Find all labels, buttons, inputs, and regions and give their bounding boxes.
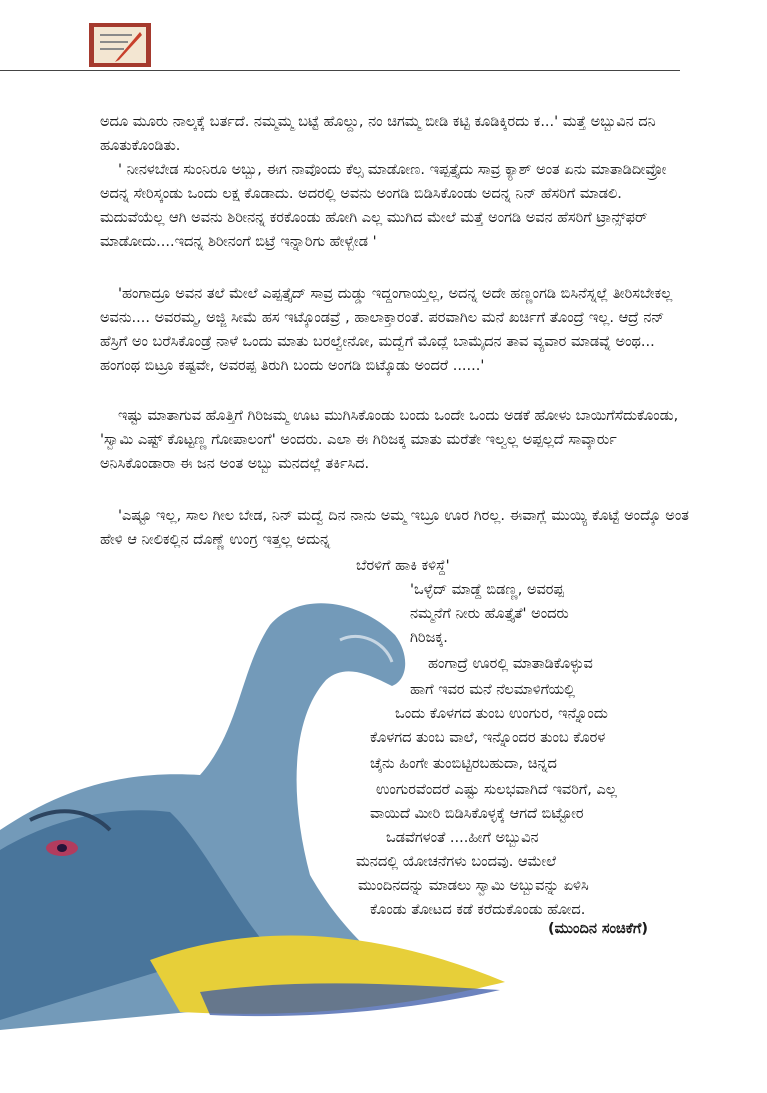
paragraph: ಅದೂ ಮೂರು ನಾಲ್ಕಕ್ಕೆ ಬರ್ತದೆ. ನಮ್ಮಮ್ಮ ಬಟ್ಟೆ ಹೊಲ್ದು, ನಂ ಚಿಗಮ್ಮ ಬೀಡಿ ಕಟ್ಟಿ ಕೂಡಿಕ್ಕಿರದು ಕ...' ಮತ್ತೆ ಅಬ್ಬುವಿನ ದನಿ ಹೂತುಕೊಂಡಿತು.	[100, 114, 656, 154]
paragraph: ' ನೀನಳಬೇಡ ಸುಂನಿರೂ ಅಬ್ಬು, ಈಗ ನಾವೊಂದು ಕೆಲ್ಸ ಮಾಡೋಣ. ಇಪ್ಪತ್ತೈದು ಸಾವ್ರ ಕ್ಯಾಶ್ ಅಂತ ಏನು ಮಾತಾಡಿದೀವ್ರೋ ಅದನ್ನ ಸೇರಿಸ್ಕಂಡು ಒಂದು ಲಕ್ಷ ಕೊಡಾದು. ಅದರಲ್ಲಿ ಅವನು ಅಂಗಡಿ ಬಿಡಿಸಿಕೊಂಡು ಅದನ್ನ ನಿನ್ ಹೆಸರಿಗೆ ಮಾಡಲಿ. ಮದುವೆಯೆಲ್ಲ ಆಗಿ ಅವನು ಶಿರೀನನ್ನ ಕರಕೊಂಡು ಹೋಗಿ ಎಲ್ಲ ಮುಗಿದ ಮೇಲೆ ಮತ್ತೆ ಅಂಗಡಿ ಅವನ ಹೆಸರಿಗೆ ಟ್ರಾನ್ಸ್‌ಫರ್ ಮಾಡೋದು....ಇದನ್ನ ಶಿರೀನಂಗೆ ಬಿಟ್ರೆ ಇನ್ನಾರಿಗು ಹೇಳ್ಬೇಡ '	[100, 162, 667, 250]
text-line: ಒಡವೆಗಳಂತೆ ....ಹೀಗೆ ಅಬ್ಬುವಿನ	[386, 830, 539, 846]
paragraph: 'ಹಂಗಾದ್ರೂ ಅವನ ತಲೆ ಮೇಲೆ ಎಪ್ಪತ್ತೈದ್ ಸಾವ್ರ ದುಡ್ಡು ಇದ್ದಂಗಾಯ್ತಲ್ಲ, ಅದನ್ನ ಅದೇ ಹಣ್ಣಂಗಡಿ ಬಿಸಿನೆಸ್ನಲ್ಲೆ ತೀರಿಸಬೇಕಲ್ಲ ಅವನು.... ಅವರಮ್ಮ, ಅಜ್ಜಿ ಸೀಮೆ ಹಸ ಇಟ್ಕೊಂಡವ್ರೆ , ಹಾಲಾಕ್ತಾರಂತೆ. ಪರವಾಗಿಲ ಮನೆ ಖರ್ಚಿಗೆ ತೊಂದ್ರೆ ಇಲ್ಲ. ಆದ್ರೆ ನನ್ ಹೆಸ್ರಿಗೆ ಅಂ ಬರೆಸಿಕೊಂಡ್ರೆ ನಾಳೆ ಒಂದು ಮಾತು ಬರಲ್ವೇನೋ, ಮದ್ವೆಗೆ ಮೊದ್ಲೆ ಬಾಮೈದನ ತಾವ ವ್ಯವಾರ ಮಾಡವ್ನೆ ಅಂಥ... ಹಂಗಂಥ ಬಿಟ್ರೂ ಕಷ್ಟವೇ, ಅವರಪ್ಪ ತಿರುಗಿ ಬಂದು ಅಂಗಡಿ ಬಿಟ್ಕೊಡು ಅಂದರೆ ......'	[100, 286, 673, 374]
text-line: ಮನದಲ್ಲಿ ಯೋಚನೆಗಳು ಬಂದವು. ಆಮೇಲೆ	[356, 854, 557, 870]
text-line: ನಮ್ಮನೆಗೆ ನೀರು ಹೊತ್ತೈತೆ' ಅಂದರು	[410, 606, 569, 622]
text-line: ಬೆರಳಿಗೆ ಹಾಕಿ ಕಳಿಸ್ದೆ'	[356, 558, 450, 574]
text-line: ಹಾಗೆ ಇವರ ಮನೆ ನೆಲಮಾಳಿಗೆಯಲ್ಲಿ	[410, 682, 576, 698]
paragraph: 'ಎಷ್ಟೂ ಇಲ್ಲ, ಸಾಲ ಗೀಲ ಬೇಡ, ನಿನ್ ಮದ್ವೆ ದಿನ ನಾನು ಅಮ್ಮ ಇಬ್ರೂ ಊರ ಗಿರಲ್ಲ. ಈವಾಗ್ಲೆ ಮುಯ್ಯಿ ಕೊಟ್ಟೆ ಅಂದ್ಕೊ ಅಂತ ಹೇಳಿ ಆ ನೀಲಿಕಲ್ಲಿನ ದೊಣ್ಣೆ ಉಂಗ್ರ ಇತ್ತಲ್ಲ ಅದುನ್ನ	[100, 508, 689, 548]
text-line: ಕೊಂಡು ತೋಟದ ಕಡೆ ಕರೆದುಕೊಂಡು ಹೋದ.	[370, 902, 586, 918]
text-line: ಕೊಳಗದ ತುಂಬ ವಾಲೆ, ಇನ್ನೊಂದರ ತುಂಬ ಕೊರಳ	[370, 730, 606, 746]
paragraph: ಇಷ್ಟು ಮಾತಾಗುವ ಹೊತ್ತಿಗೆ ಗಿರಿಜಮ್ಮ ಊಟ ಮುಗಿಸಿಕೊಂಡು ಬಂದು ಒಂದೇ ಒಂದು ಅಡಕೆ ಹೋಳು ಬಾಯಿಗೆಸೆದುಕೊಂಡು, 'ಸ್ವಾಮಿ ಎಷ್ಟ್ ಕೊಟ್ಟಣ್ಣ ಗೋಪಾಲಂಗೆ' ಅಂದರು. ಎಲಾ ಈ ಗಿರಿಜಕ್ಕ ಮಾತು ಮರೆತೇ ಇಲ್ವಲ್ಲ ಅಪ್ಪಲ್ಲದೆ ಸಾವ್ಕಾರ್ರು ಅನಿಸಿಕೊಂಡಾರಾ ಈ ಜನ ಅಂತ ಅಬ್ಬು ಮನದಲ್ಲೆ ತರ್ಕಿಸಿದ.	[100, 408, 679, 472]
text-line: ಉಂಗುರವೆಂದರೆ ಎಷ್ಟು ಸುಲಭವಾಗಿದೆ ಇವರಿಗೆ, ಎಲ್ಲ	[376, 782, 617, 798]
text-line: ಚೈನು ಹಿಂಗೇ ತುಂಬಿಟ್ಟಿರಬಹುದಾ, ಚಿನ್ನದ	[370, 756, 557, 772]
text-line: ಹಂಗಾದ್ರೆ ಊರಲ್ಲಿ ಮಾತಾಡಿಕೊಳ್ಳುವ	[428, 656, 593, 672]
text-line: ಮುಂದಿನದನ್ನು ಮಾಡಲು ಸ್ವಾಮಿ ಅಬ್ಬುವನ್ನು ಏಳಿಸಿ	[358, 878, 589, 894]
text-line: ವಾಯಿದೆ ಮೀರಿ ಬಿಡಿಸಿಕೊಳ್ಳಕ್ಕೆ ಆಗದೆ ಬಿಟ್ಟೋರ	[370, 806, 584, 822]
writing-logo-icon	[88, 22, 152, 68]
text-line: ಒಂದು ಕೊಳಗದ ತುಂಬ ಉಂಗುರ, ಇನ್ನೊಂದು	[395, 706, 608, 722]
text-line: 'ಒಳ್ಳೆದ್ ಮಾಡ್ದೆ ಬಿಡಣ್ಣ, ಅವರಪ್ಪ	[410, 582, 564, 598]
text-line: ಗಿರಿಜಕ್ಕ.	[410, 630, 448, 646]
continued-note: (ಮುಂದಿನ ಸಂಚಿಕೆಗೆ)	[548, 921, 648, 937]
header-divider	[0, 70, 680, 71]
